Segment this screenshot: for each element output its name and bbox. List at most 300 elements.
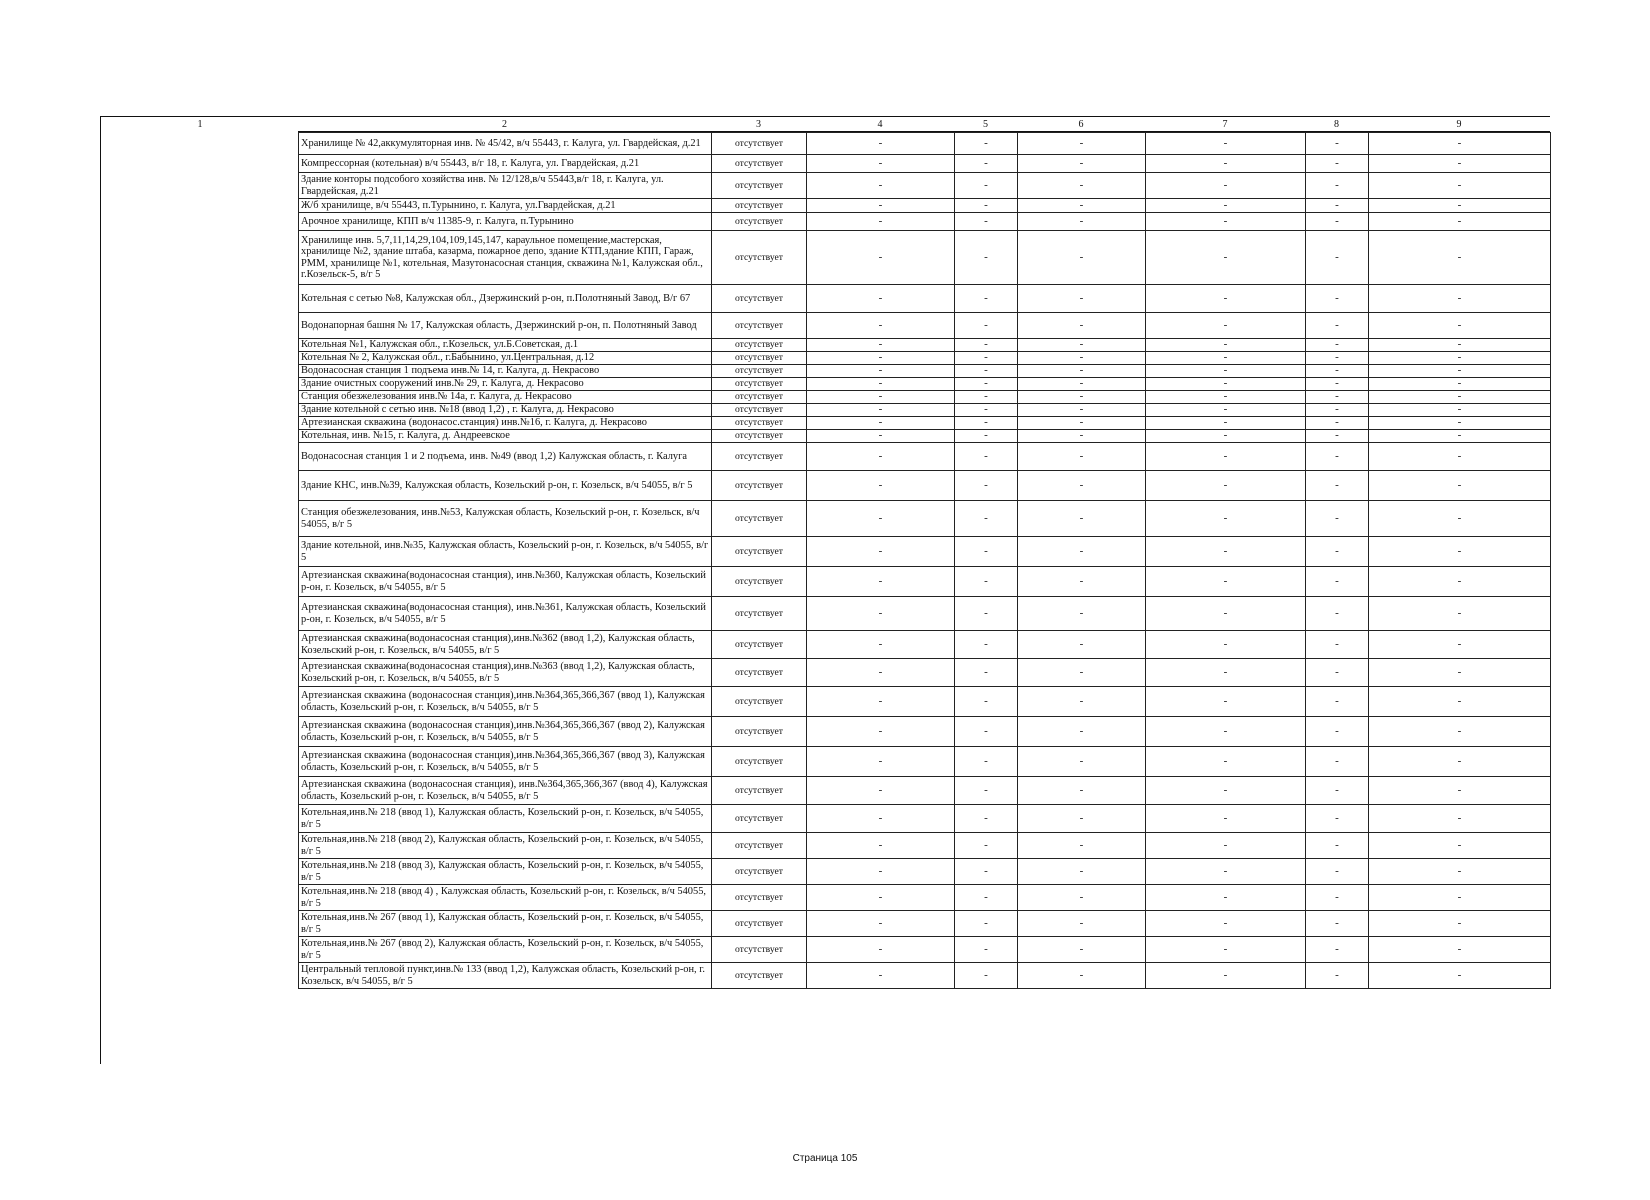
col-6-cell: - <box>1018 313 1146 339</box>
col-9-cell: - <box>1369 133 1551 155</box>
col-5-cell: - <box>955 339 1018 352</box>
status-cell: отсутствует <box>712 155 807 173</box>
col-7-cell: - <box>1146 567 1306 597</box>
status-cell: отсутствует <box>712 777 807 805</box>
col-7-cell: - <box>1146 537 1306 567</box>
table-row <box>299 173 1551 199</box>
col-9-cell: - <box>1369 777 1551 805</box>
object-name-cell: Компрессорная (котельная) в/ч 55443, в/г 18, г. Калуга, ул. Гвардейская, д.21 <box>299 155 712 173</box>
col-7-cell: - <box>1146 833 1306 859</box>
object-name-cell: Котельная,инв.№ 218 (ввод 3), Калужская область, Козельский р-он, г. Козельск, в/ч 54055, в/г 5 <box>299 859 712 885</box>
col-7-cell: - <box>1146 777 1306 805</box>
col-6-cell: - <box>1018 833 1146 859</box>
col-8-cell: - <box>1306 805 1369 833</box>
status-cell: отсутствует <box>712 173 807 199</box>
col-7-cell: - <box>1146 155 1306 173</box>
col-6-cell: - <box>1018 597 1146 631</box>
col-5-cell: - <box>955 501 1018 537</box>
col-6-cell: - <box>1018 213 1146 231</box>
status-cell: отсутствует <box>712 805 807 833</box>
col-7-cell: - <box>1146 313 1306 339</box>
col-8-cell: - <box>1306 717 1369 747</box>
object-name-cell: Артезианская скважина (водонасосная станция),инв.№364,365,366,367 (ввод 1), Калужская область, Козельский р-он, г. Козельск, в/ч 54055, в/г 5 <box>299 687 712 717</box>
object-name-cell: Здание КНС, инв.№39, Калужская область, Козельский р-он, г. Козельск, в/ч 54055, в/г 5 <box>299 471 712 501</box>
table-row <box>299 777 1551 805</box>
status-cell: отсутствует <box>712 285 807 313</box>
object-name-cell: Станция обезжелезования, инв.№53, Калужская область, Козельский р-он, г. Козельск, в/ч 54055, в/г 5 <box>299 501 712 537</box>
col-4-cell: - <box>807 747 955 777</box>
status-cell: отсутствует <box>712 430 807 443</box>
status-cell: отсутствует <box>712 391 807 404</box>
col-4-cell: - <box>807 133 955 155</box>
col-8-cell: - <box>1306 213 1369 231</box>
col-5-cell: - <box>955 443 1018 471</box>
col-5-cell: - <box>955 155 1018 173</box>
object-name-cell: Арочное хранилище, КПП в/ч 11385-9, г. Калуга, п.Турынино <box>299 213 712 231</box>
col-8-cell: - <box>1306 199 1369 213</box>
table-row <box>299 911 1551 937</box>
col-8-cell: - <box>1306 378 1369 391</box>
col-6-cell: - <box>1018 501 1146 537</box>
col-6-cell: - <box>1018 352 1146 365</box>
col-5-cell: - <box>955 404 1018 417</box>
col-7-cell: - <box>1146 339 1306 352</box>
col-8-cell: - <box>1306 911 1369 937</box>
col-9-cell: - <box>1369 567 1551 597</box>
col-5-cell: - <box>955 833 1018 859</box>
col-9-cell: - <box>1369 313 1551 339</box>
col-5-cell: - <box>955 213 1018 231</box>
col-5-cell: - <box>955 231 1018 285</box>
object-name-cell: Котельная,инв.№ 267 (ввод 1), Калужская область, Козельский р-он, г. Козельск, в/ч 54055, в/г 5 <box>299 911 712 937</box>
object-name-cell: Станция обезжелезования инв.№ 14а, г. Калуга, д. Некрасово <box>299 391 712 404</box>
status-cell: отсутствует <box>712 537 807 567</box>
status-cell: отсутствует <box>712 747 807 777</box>
col-9-cell: - <box>1369 659 1551 687</box>
object-name-cell: Здание очистных сооружений инв.№ 29, г. Калуга, д. Некрасово <box>299 378 712 391</box>
object-name-cell: Хранилище № 42,аккумуляторная инв. № 45/42, в/ч 55443, г. Калуга, ул. Гвардейская, д.21 <box>299 133 712 155</box>
col-9-cell: - <box>1369 417 1551 430</box>
status-cell: отсутствует <box>712 313 807 339</box>
col-7-cell: - <box>1146 911 1306 937</box>
table-row <box>299 859 1551 885</box>
col-6-cell: - <box>1018 173 1146 199</box>
object-name-cell: Котельная,инв.№ 218 (ввод 1), Калужская область, Козельский р-он, г. Козельск, в/ч 54055, в/г 5 <box>299 805 712 833</box>
col-8-cell: - <box>1306 833 1369 859</box>
col-9-cell: - <box>1369 937 1551 963</box>
col-6-cell: - <box>1018 777 1146 805</box>
col-7-cell: - <box>1146 430 1306 443</box>
header-col-6: 6 <box>1017 118 1145 132</box>
table-row <box>299 471 1551 501</box>
col-8-cell: - <box>1306 471 1369 501</box>
col-4-cell: - <box>807 404 955 417</box>
col-6-cell: - <box>1018 430 1146 443</box>
col-6-cell: - <box>1018 443 1146 471</box>
col-8-cell: - <box>1306 859 1369 885</box>
object-name-cell: Водонасосная станция 1 подъема инв.№ 14, г. Калуга, д. Некрасово <box>299 365 712 378</box>
status-cell: отсутствует <box>712 859 807 885</box>
col-5-cell: - <box>955 365 1018 378</box>
col-7-cell: - <box>1146 659 1306 687</box>
column-number-header <box>100 118 1550 132</box>
table-row <box>299 199 1551 213</box>
col-5-cell: - <box>955 537 1018 567</box>
col-9-cell: - <box>1369 597 1551 631</box>
table-row <box>299 717 1551 747</box>
object-name-cell: Здание котельной с сетью инв. №18 (ввод 1,2) , г. Калуга, д. Некрасово <box>299 404 712 417</box>
col-6-cell: - <box>1018 285 1146 313</box>
status-cell: отсутствует <box>712 911 807 937</box>
object-name-cell: Хранилище инв. 5,7,11,14,29,104,109,145,147, караульное помещение,мастерская, хранилище №2, здание штаба, казарма, пожарное депо, здание КТП,здание КПП, Гараж, РММ, хранилище №1, котельная, Мазутонасосная станция, скважина №1, Калужская обл., г.Козельск-5, в/г 5 <box>299 231 712 285</box>
col-6-cell: - <box>1018 859 1146 885</box>
status-cell: отсутствует <box>712 937 807 963</box>
table-row <box>299 213 1551 231</box>
col-9-cell: - <box>1369 231 1551 285</box>
table-row <box>299 430 1551 443</box>
col-8-cell: - <box>1306 231 1369 285</box>
col-4-cell: - <box>807 859 955 885</box>
status-cell: отсутствует <box>712 365 807 378</box>
col-9-cell: - <box>1369 471 1551 501</box>
col-4-cell: - <box>807 285 955 313</box>
col-5-cell: - <box>955 859 1018 885</box>
col-4-cell: - <box>807 567 955 597</box>
col-9-cell: - <box>1369 963 1551 989</box>
col-9-cell: - <box>1369 631 1551 659</box>
col-7-cell: - <box>1146 805 1306 833</box>
object-name-cell: Артезианская скважина(водонасосная станция),инв.№362 (ввод 1,2), Калужская область, Козельский р-он, г. Козельск, в/ч 54055, в/г 5 <box>299 631 712 659</box>
col-6-cell: - <box>1018 133 1146 155</box>
status-cell: отсутствует <box>712 352 807 365</box>
col-7-cell: - <box>1146 417 1306 430</box>
col-7-cell: - <box>1146 937 1306 963</box>
col-4-cell: - <box>807 391 955 404</box>
col-9-cell: - <box>1369 155 1551 173</box>
col-8-cell: - <box>1306 285 1369 313</box>
objects-table <box>298 132 1551 989</box>
col-5-cell: - <box>955 597 1018 631</box>
col-8-cell: - <box>1306 155 1369 173</box>
table-row <box>299 805 1551 833</box>
col-8-cell: - <box>1306 404 1369 417</box>
col-5-cell: - <box>955 747 1018 777</box>
col-5-cell: - <box>955 199 1018 213</box>
col-7-cell: - <box>1146 352 1306 365</box>
status-cell: отсутствует <box>712 631 807 659</box>
object-name-cell: Котельная с сетью №8, Калужская обл., Дзержинский р-он, п.Полотняный Завод, В/г 67 <box>299 285 712 313</box>
table-row <box>299 339 1551 352</box>
col-4-cell: - <box>807 313 955 339</box>
col-4-cell: - <box>807 963 955 989</box>
col-6-cell: - <box>1018 717 1146 747</box>
col-8-cell: - <box>1306 777 1369 805</box>
col-4-cell: - <box>807 430 955 443</box>
table-row <box>299 963 1551 989</box>
col-7-cell: - <box>1146 597 1306 631</box>
object-name-cell: Артезианская скважина (водонасосная станция),инв.№364,365,366,367 (ввод 2), Калужская область, Козельский р-он, г. Козельск, в/ч 54055, в/г 5 <box>299 717 712 747</box>
table-row <box>299 285 1551 313</box>
object-name-cell: Водонапорная башня № 17, Калужская область, Дзержинский р-он, п. Полотняный Завод <box>299 313 712 339</box>
col-6-cell: - <box>1018 659 1146 687</box>
col-4-cell: - <box>807 659 955 687</box>
table-row <box>299 747 1551 777</box>
col-4-cell: - <box>807 417 955 430</box>
col-4-cell: - <box>807 173 955 199</box>
table-row <box>299 537 1551 567</box>
table-row <box>299 443 1551 471</box>
col-6-cell: - <box>1018 378 1146 391</box>
col-5-cell: - <box>955 133 1018 155</box>
table-row <box>299 231 1551 285</box>
col-4-cell: - <box>807 911 955 937</box>
object-name-cell: Ж/б хранилище, в/ч 55443, п.Турынино, г. Калуга, ул.Гвардейская, д.21 <box>299 199 712 213</box>
col-9-cell: - <box>1369 378 1551 391</box>
col-4-cell: - <box>807 213 955 231</box>
col-6-cell: - <box>1018 747 1146 777</box>
col-5-cell: - <box>955 378 1018 391</box>
col-5-cell: - <box>955 805 1018 833</box>
object-name-cell: Водонасосная станция 1 и 2 подъема, инв. №49 (ввод 1,2) Калужская область, г. Калуга <box>299 443 712 471</box>
status-cell: отсутствует <box>712 417 807 430</box>
col-4-cell: - <box>807 937 955 963</box>
table-row <box>299 378 1551 391</box>
document-sheet <box>100 116 1550 1076</box>
col-7-cell: - <box>1146 717 1306 747</box>
col-8-cell: - <box>1306 631 1369 659</box>
col-6-cell: - <box>1018 567 1146 597</box>
col-5-cell: - <box>955 391 1018 404</box>
col-9-cell: - <box>1369 747 1551 777</box>
status-cell: отсутствует <box>712 231 807 285</box>
col-8-cell: - <box>1306 365 1369 378</box>
status-cell: отсутствует <box>712 133 807 155</box>
object-name-cell: Здание конторы подсобого хозяйства инв. № 12/128,в/ч 55443,в/г 18, г. Калуга, ул. Гвардейская, д.21 <box>299 173 712 199</box>
col-6-cell: - <box>1018 805 1146 833</box>
col-4-cell: - <box>807 597 955 631</box>
col-7-cell: - <box>1146 365 1306 378</box>
header-col-1: 1 <box>197 119 203 130</box>
col-5-cell: - <box>955 313 1018 339</box>
object-name-cell: Артезианская скважина (водонасосная станция),инв.№364,365,366,367 (ввод 3), Калужская область, Козельский р-он, г. Козельск, в/ч 54055, в/г 5 <box>299 747 712 777</box>
object-name-cell: Артезианская скважина(водонасосная станция), инв.№360, Калужская область, Козельский р-он, г. Козельск, в/ч 54055, в/г 5 <box>299 567 712 597</box>
status-cell: отсутствует <box>712 687 807 717</box>
col-7-cell: - <box>1146 378 1306 391</box>
col-6-cell: - <box>1018 391 1146 404</box>
col-4-cell: - <box>807 378 955 391</box>
col-4-cell: - <box>807 471 955 501</box>
col-4-cell: - <box>807 537 955 567</box>
col-5-cell: - <box>955 885 1018 911</box>
col-8-cell: - <box>1306 597 1369 631</box>
status-cell: отсутствует <box>712 717 807 747</box>
col-5-cell: - <box>955 173 1018 199</box>
status-cell: отсутствует <box>712 833 807 859</box>
col-5-cell: - <box>955 417 1018 430</box>
col-5-cell: - <box>955 471 1018 501</box>
table-row <box>299 597 1551 631</box>
col-9-cell: - <box>1369 339 1551 352</box>
top-border <box>100 116 1550 117</box>
col-5-cell: - <box>955 659 1018 687</box>
col-5-cell: - <box>955 717 1018 747</box>
col-8-cell: - <box>1306 133 1369 155</box>
col-6-cell: - <box>1018 963 1146 989</box>
col-7-cell: - <box>1146 391 1306 404</box>
table-row <box>299 313 1551 339</box>
col-7-cell: - <box>1146 885 1306 911</box>
col-8-cell: - <box>1306 963 1369 989</box>
col-8-cell: - <box>1306 747 1369 777</box>
col-9-cell: - <box>1369 285 1551 313</box>
col-7-cell: - <box>1146 285 1306 313</box>
status-cell: отсутствует <box>712 339 807 352</box>
col-7-cell: - <box>1146 471 1306 501</box>
col-8-cell: - <box>1306 885 1369 911</box>
left-border <box>100 116 101 1064</box>
col-6-cell: - <box>1018 631 1146 659</box>
status-cell: отсутствует <box>712 471 807 501</box>
table-row <box>299 417 1551 430</box>
col-9-cell: - <box>1369 173 1551 199</box>
col-8-cell: - <box>1306 567 1369 597</box>
col-4-cell: - <box>807 443 955 471</box>
col-7-cell: - <box>1146 687 1306 717</box>
col-7-cell: - <box>1146 631 1306 659</box>
object-name-cell: Котельная,инв.№ 218 (ввод 2), Калужская область, Козельский р-он, г. Козельск, в/ч 54055, в/г 5 <box>299 833 712 859</box>
status-cell: отсутствует <box>712 963 807 989</box>
col-7-cell: - <box>1146 133 1306 155</box>
col-8-cell: - <box>1306 339 1369 352</box>
header-col-7: 7 <box>1145 118 1305 132</box>
col-8-cell: - <box>1306 443 1369 471</box>
col-8-cell: - <box>1306 391 1369 404</box>
col-4-cell: - <box>807 231 955 285</box>
col-4-cell: - <box>807 155 955 173</box>
col-7-cell: - <box>1146 747 1306 777</box>
col-5-cell: - <box>955 777 1018 805</box>
header-col-8: 8 <box>1305 118 1368 132</box>
col-7-cell: - <box>1146 443 1306 471</box>
table-row <box>299 833 1551 859</box>
header-col-3: 3 <box>711 118 806 132</box>
table-row <box>299 631 1551 659</box>
col-7-cell: - <box>1146 199 1306 213</box>
col-9-cell: - <box>1369 365 1551 378</box>
col-9-cell: - <box>1369 404 1551 417</box>
col-8-cell: - <box>1306 937 1369 963</box>
status-cell: отсутствует <box>712 567 807 597</box>
col-8-cell: - <box>1306 173 1369 199</box>
col-8-cell: - <box>1306 501 1369 537</box>
col-9-cell: - <box>1369 391 1551 404</box>
col-6-cell: - <box>1018 687 1146 717</box>
col-5-cell: - <box>955 937 1018 963</box>
col-9-cell: - <box>1369 213 1551 231</box>
col-7-cell: - <box>1146 173 1306 199</box>
col-8-cell: - <box>1306 659 1369 687</box>
col-5-cell: - <box>955 631 1018 659</box>
col-4-cell: - <box>807 805 955 833</box>
col-9-cell: - <box>1369 199 1551 213</box>
object-name-cell: Котельная,инв.№ 218 (ввод 4) , Калужская область, Козельский р-он, г. Козельск, в/ч 54055, в/г 5 <box>299 885 712 911</box>
col-4-cell: - <box>807 687 955 717</box>
col-7-cell: - <box>1146 231 1306 285</box>
table-row <box>299 687 1551 717</box>
status-cell: отсутствует <box>712 885 807 911</box>
col-7-cell: - <box>1146 404 1306 417</box>
col-6-cell: - <box>1018 937 1146 963</box>
table-row <box>299 567 1551 597</box>
table-row <box>299 937 1551 963</box>
object-name-cell: Котельная,инв.№ 267 (ввод 2), Калужская область, Козельский р-он, г. Козельск, в/ч 54055, в/г 5 <box>299 937 712 963</box>
col-5-cell: - <box>955 963 1018 989</box>
col-4-cell: - <box>807 339 955 352</box>
table-row <box>299 352 1551 365</box>
status-cell: отсутствует <box>712 659 807 687</box>
col-9-cell: - <box>1369 501 1551 537</box>
status-cell: отсутствует <box>712 404 807 417</box>
object-name-cell: Котельная № 2, Калужская обл., г.Бабынино, ул.Центральная, д.12 <box>299 352 712 365</box>
col-5-cell: - <box>955 911 1018 937</box>
col-9-cell: - <box>1369 430 1551 443</box>
col-6-cell: - <box>1018 911 1146 937</box>
col-9-cell: - <box>1369 833 1551 859</box>
page-number: Страница 105 <box>792 1153 858 1164</box>
col-4-cell: - <box>807 833 955 859</box>
object-name-cell: Здание котельной, инв.№35, Калужская область, Козельский р-он, г. Козельск, в/ч 54055, в/г 5 <box>299 537 712 567</box>
col-4-cell: - <box>807 365 955 378</box>
status-cell: отсутствует <box>712 443 807 471</box>
col-5-cell: - <box>955 352 1018 365</box>
col-6-cell: - <box>1018 537 1146 567</box>
col-5-cell: - <box>955 567 1018 597</box>
col-9-cell: - <box>1369 885 1551 911</box>
col-6-cell: - <box>1018 885 1146 911</box>
col-9-cell: - <box>1369 911 1551 937</box>
table-row <box>299 155 1551 173</box>
header-col-2: 2 <box>298 118 711 132</box>
col-9-cell: - <box>1369 443 1551 471</box>
col-8-cell: - <box>1306 352 1369 365</box>
col-4-cell: - <box>807 885 955 911</box>
table-row <box>299 391 1551 404</box>
col-8-cell: - <box>1306 687 1369 717</box>
table-row <box>299 133 1551 155</box>
col-6-cell: - <box>1018 231 1146 285</box>
object-name-cell: Котельная №1, Калужская обл., г.Козельск, ул.Б.Советская, д.1 <box>299 339 712 352</box>
col-9-cell: - <box>1369 687 1551 717</box>
object-name-cell: Артезианская скважина(водонасосная станция), инв.№361, Калужская область, Козельский р-он, г. Козельск, в/ч 54055, в/г 5 <box>299 597 712 631</box>
col-4-cell: - <box>807 717 955 747</box>
col-7-cell: - <box>1146 859 1306 885</box>
status-cell: отсутствует <box>712 199 807 213</box>
col-9-cell: - <box>1369 717 1551 747</box>
header-col-5: 5 <box>954 118 1017 132</box>
col-7-cell: - <box>1146 501 1306 537</box>
object-name-cell: Артезианская скважина (водонасосная станция), инв.№364,365,366,367 (ввод 4), Калужская область, Козельский р-он, г. Козельск, в/ч 54055, в/г 5 <box>299 777 712 805</box>
col-6-cell: - <box>1018 339 1146 352</box>
status-cell: отсутствует <box>712 501 807 537</box>
col-8-cell: - <box>1306 537 1369 567</box>
col-9-cell: - <box>1369 859 1551 885</box>
col-6-cell: - <box>1018 155 1146 173</box>
col-4-cell: - <box>807 501 955 537</box>
col-4-cell: - <box>807 352 955 365</box>
col-6-cell: - <box>1018 417 1146 430</box>
col-8-cell: - <box>1306 430 1369 443</box>
col-9-cell: - <box>1369 805 1551 833</box>
